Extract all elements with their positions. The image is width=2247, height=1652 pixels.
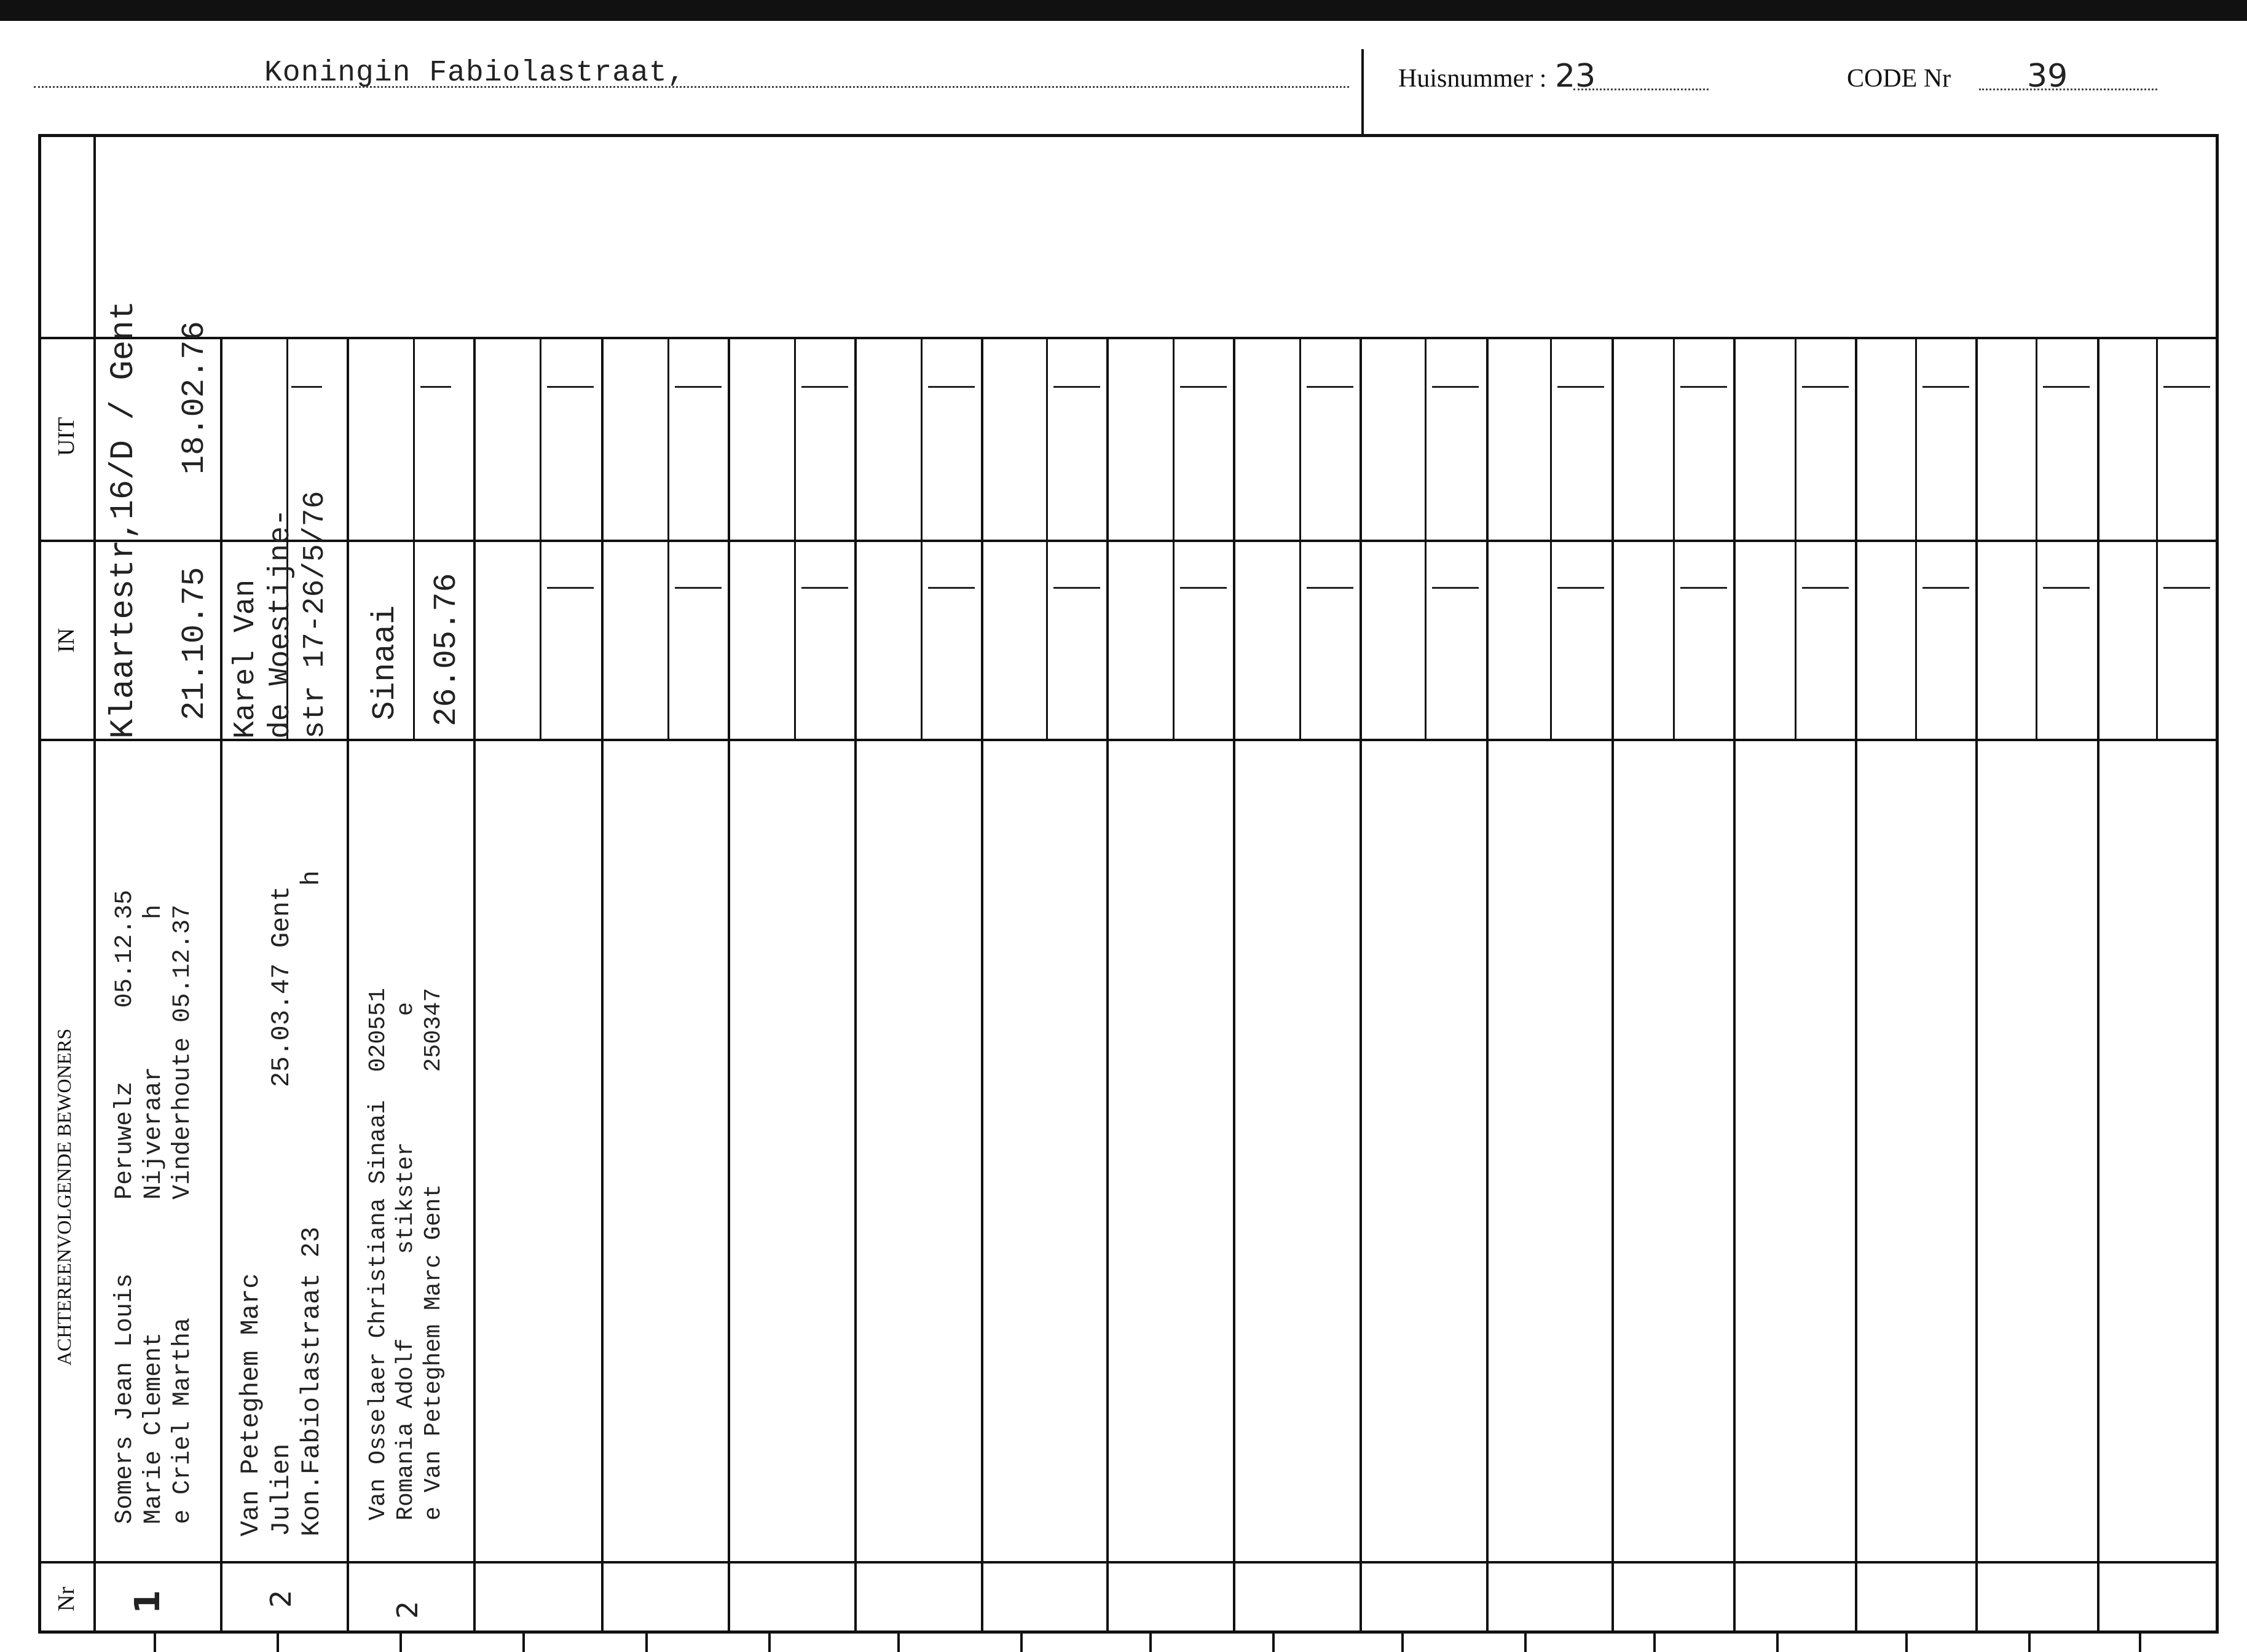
empty-uit-dash [291, 386, 322, 388]
row-label-residents: ACHTEREENVOLGENDE BEWONERS [53, 1028, 75, 1366]
top-edge-bar [0, 0, 2247, 21]
street-dotted-line [34, 86, 1349, 88]
empty-in-dash [928, 587, 975, 589]
empty-uit-dash [420, 386, 451, 388]
empty-in-dash [1557, 587, 1604, 589]
record-3-residents: Van Osselaer Christiana Sinaai 020551 Romania Adolf stikster e e Van Peteghem Marc Gent 250347 [365, 988, 447, 1520]
empty-in-dash [547, 587, 594, 589]
row-divider-uit [38, 337, 2219, 339]
column-line [2097, 337, 2099, 1634]
empty-uit-dash [1307, 386, 1353, 388]
column-line [1733, 337, 1736, 1634]
date-subcolumn-line [1795, 337, 1796, 739]
date-subcolumn-line [667, 337, 669, 739]
empty-uit-dash [1680, 386, 1727, 388]
date-subcolumn-line [794, 337, 796, 739]
record-1-uit-date: 18.02.76 [176, 321, 213, 474]
date-subcolumn-line [1299, 337, 1301, 739]
empty-in-dash [1432, 587, 1479, 589]
column-line [1855, 337, 1857, 1634]
empty-uit-dash [801, 386, 848, 388]
code-value: 39 [2027, 58, 2068, 95]
column-line [1611, 337, 1614, 1634]
empty-in-dash [675, 587, 722, 589]
code-label: CODE Nr [1847, 65, 1951, 93]
column-line [220, 337, 222, 1634]
date-subcolumn-line [1915, 337, 1917, 739]
record-3-origin-place: Sinaai [367, 605, 403, 720]
empty-uit-dash [1053, 386, 1100, 388]
row-divider-nr [38, 1561, 2219, 1564]
date-subcolumn-line [1046, 337, 1048, 739]
date-subcolumn-line [2156, 337, 2158, 739]
empty-uit-dash [1180, 386, 1227, 388]
record-3-number: 2 [391, 1600, 424, 1619]
date-subcolumn-line [1173, 337, 1175, 739]
empty-uit-dash [1922, 386, 1969, 388]
house-number-dotted-line [1573, 88, 1709, 90]
empty-in-dash [1802, 587, 1849, 589]
code-dotted-line [1979, 88, 2157, 90]
column-line [728, 337, 730, 1634]
street-name: Koningin Fabiolastraat, [264, 57, 686, 90]
row-label-nr: Nr [53, 1586, 79, 1611]
record-1-in-date: 21.10.75 [176, 567, 213, 720]
record-1-residents: Somers Jean Louis Peruwelz 05.12.35 Marie Clement Nijveraar h e Criel Martha Vinderhoute 05.12.37 [111, 889, 197, 1524]
column-line [1360, 337, 1362, 1634]
empty-in-dash [2163, 587, 2210, 589]
label-column-divider [93, 134, 96, 1634]
row-label-uit: UIT [53, 417, 79, 456]
empty-uit-dash [2163, 386, 2210, 388]
column-line [601, 337, 604, 1634]
column-line [1486, 337, 1489, 1634]
record-2-residents: Van Peteghem Marc Julien 25.03.47 Gent Kon.Fabiolastraat 23 h [236, 870, 327, 1536]
header-divider [1361, 49, 1364, 135]
house-number-label: Huisnummer : [1398, 65, 1547, 93]
house-number-value: 23 [1555, 58, 1596, 95]
empty-uit-dash [2043, 386, 2090, 388]
empty-in-dash [1307, 587, 1353, 589]
record-1-number: 1 [128, 1590, 168, 1614]
empty-uit-dash [1432, 386, 1479, 388]
row-divider-in [38, 540, 2219, 542]
empty-in-dash [2043, 587, 2090, 589]
empty-in-dash [1053, 587, 1100, 589]
date-subcolumn-line [921, 337, 923, 739]
record-2-number: 2 [264, 1589, 297, 1608]
column-line [1975, 337, 1978, 1634]
empty-in-dash [1180, 587, 1227, 589]
record-2-origin-address: Karel Van de Woestijne- str 17-26/5/76 [229, 490, 333, 739]
empty-uit-dash [675, 386, 722, 388]
date-subcolumn-line [2036, 337, 2037, 739]
empty-uit-dash [1802, 386, 1849, 388]
column-line [854, 337, 857, 1634]
empty-uit-dash [1557, 386, 1604, 388]
empty-uit-dash [928, 386, 975, 388]
date-subcolumn-line [413, 337, 415, 739]
empty-in-dash [801, 587, 848, 589]
column-line [473, 337, 476, 1634]
column-line [347, 337, 349, 1634]
record-1-origin-address: Klaartestr,16/D / Gent [105, 301, 143, 739]
row-divider-residents [38, 739, 2219, 741]
column-line [981, 337, 983, 1634]
empty-uit-dash [547, 386, 594, 388]
record-3-in-date: 26.05.76 [428, 573, 465, 726]
row-label-in: IN [53, 627, 79, 653]
empty-in-dash [1680, 587, 1727, 589]
date-subcolumn-line [1425, 337, 1427, 739]
date-subcolumn-line [1550, 337, 1552, 739]
date-subcolumn-line [540, 337, 541, 739]
column-line [1233, 337, 1235, 1634]
date-subcolumn-line [1673, 337, 1675, 739]
empty-in-dash [1922, 587, 1969, 589]
column-line [1106, 337, 1109, 1634]
